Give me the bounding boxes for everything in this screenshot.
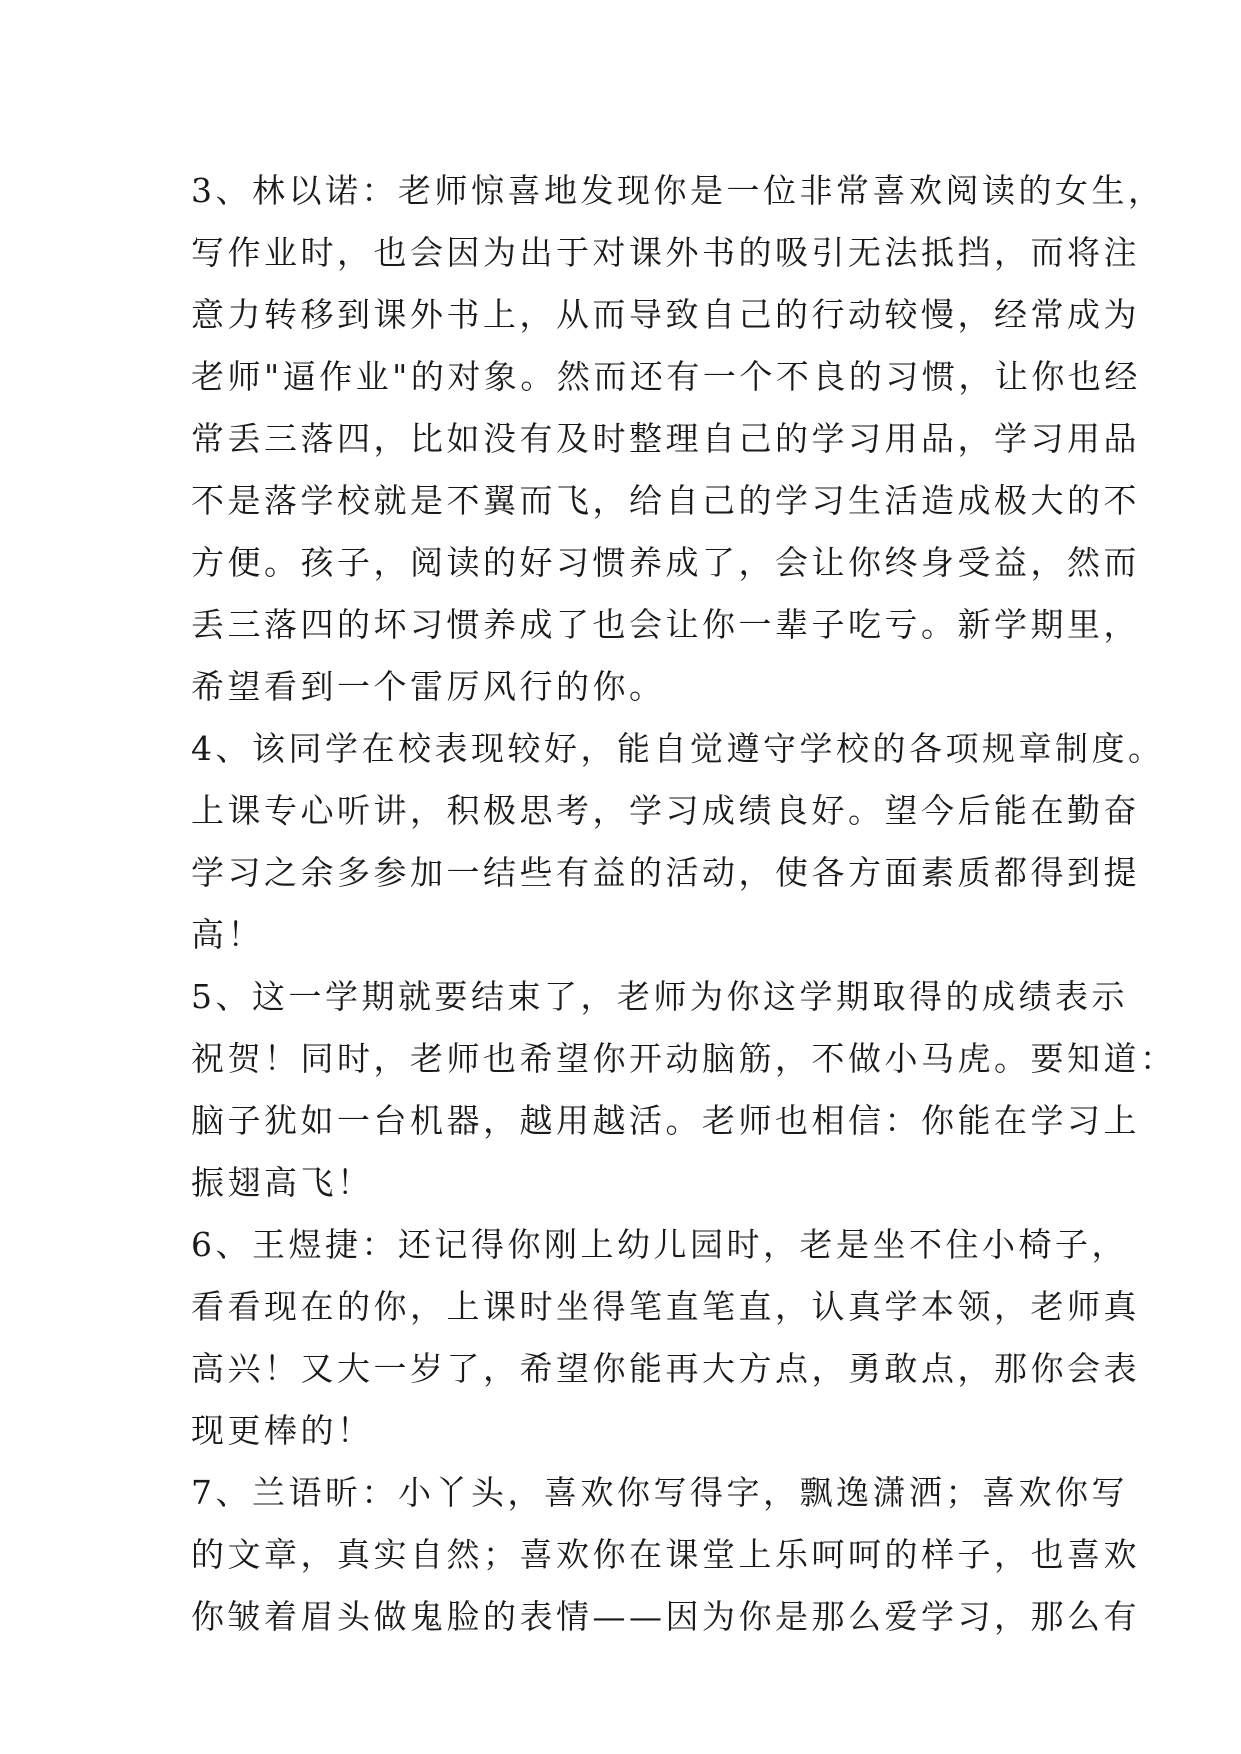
- text-line: 高！: [191, 915, 264, 954]
- text-line: 5、这一学期就要结束了，老师为你这学期取得的成绩表示: [191, 977, 1128, 1016]
- text-line: 常丢三落四，比如没有及时整理自己的学习用品，学习用品: [191, 419, 1140, 458]
- text-line: 写作业时，也会因为出于对课外书的吸引无法抵挡，而将注: [191, 233, 1140, 272]
- text-line: 丢三落四的坏习惯养成了也会让你一辈子吃亏。新学期里，: [191, 605, 1140, 644]
- text-line: 老师"逼作业"的对象。然而还有一个不良的习惯，让你也经: [191, 357, 1141, 396]
- text-line: 学习之余多参加一结些有益的活动，使各方面素质都得到提: [191, 853, 1140, 892]
- text-line: 高兴！又大一岁了，希望你能再大方点，勇敢点，那你会表: [191, 1349, 1140, 1388]
- text-line: 现更棒的！: [191, 1411, 374, 1450]
- document-body: [191, 160, 1177, 1648]
- text-line: 6、王煜捷：还记得你刚上幼儿园时，老是坐不住小椅子，: [191, 1225, 1128, 1264]
- text-line: 4、该同学在校表现较好，能自觉遵守学校的各项规章制度。: [191, 729, 1165, 768]
- text-line: 希望看到一个雷厉风行的你。: [191, 667, 666, 706]
- text-line: 上课专心听讲，积极思考，学习成绩良好。望今后能在勤奋: [191, 791, 1140, 830]
- text-line: 你皱着眉头做鬼脸的表情——因为你是那么爱学习，那么有: [191, 1597, 1140, 1636]
- text-line: 方便。孩子，阅读的好习惯养成了，会让你终身受益，然而: [191, 543, 1140, 582]
- text-line: 的文章，真实自然；喜欢你在课堂上乐呵呵的样子，也喜欢: [191, 1535, 1140, 1574]
- text-line: 祝贺！同时，老师也希望你开动脑筋，不做小马虎。要知道：: [191, 1039, 1177, 1078]
- text-line: 看看现在的你，上课时坐得笔直笔直，认真学本领，老师真: [191, 1287, 1140, 1326]
- text-line: 脑子犹如一台机器，越用越活。老师也相信：你能在学习上: [191, 1101, 1140, 1140]
- text-line: 不是落学校就是不翼而飞，给自己的学习生活造成极大的不: [191, 481, 1140, 520]
- text-line: 振翅高飞！: [191, 1163, 374, 1202]
- text-line: 3、林以诺：老师惊喜地发现你是一位非常喜欢阅读的女生，: [191, 171, 1165, 210]
- text-line: 意力转移到课外书上，从而导致自己的行动较慢，经常成为: [191, 295, 1140, 334]
- text-line: 7、兰语昕：小丫头，喜欢你写得字，飘逸潇洒；喜欢你写: [191, 1473, 1128, 1512]
